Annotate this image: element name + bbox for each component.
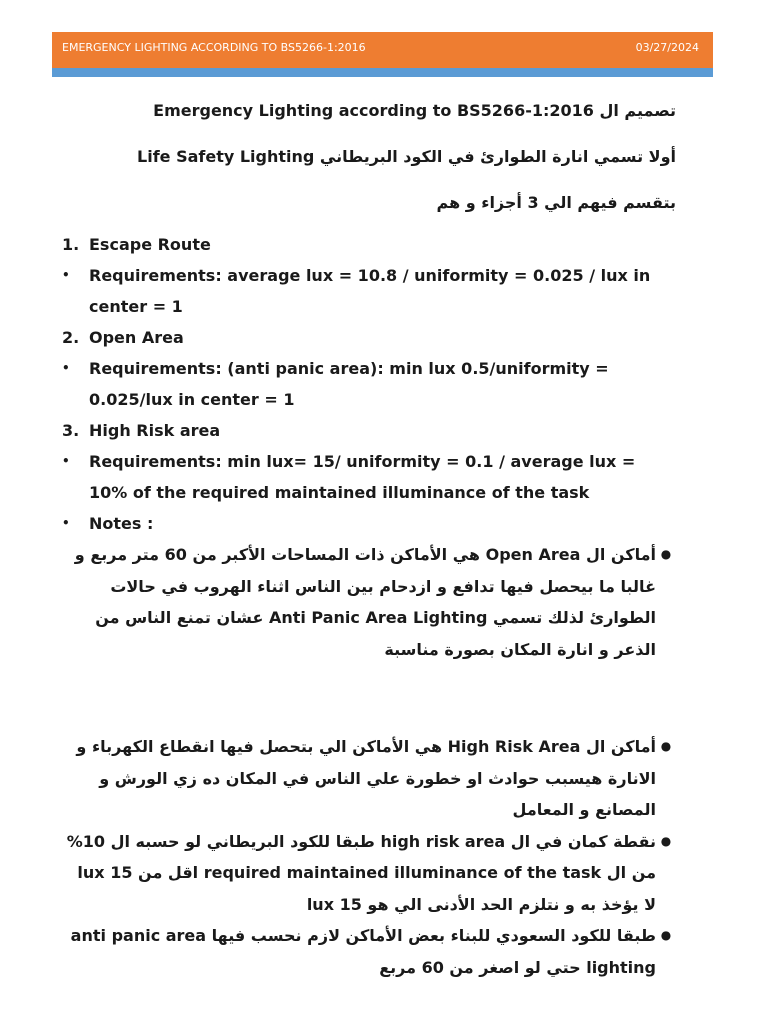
- bullet-icon: ●: [660, 928, 672, 942]
- note-high-risk-lux: [62, 826, 676, 921]
- header-bar: [52, 32, 713, 68]
- list-item-open-requirements: [62, 353, 676, 415]
- list-text: Requirements: min lux= 15/ uniformity = 0.1 / average lux = 10% of the required maintained illuminance of the task: [89, 452, 636, 502]
- list-item-open-area: [62, 322, 676, 353]
- bullet-icon: •: [62, 454, 70, 468]
- note-high-risk-area: [62, 731, 676, 826]
- list-text: Escape Route: [89, 235, 211, 254]
- list-item-notes: [62, 508, 676, 539]
- document-date: 03/27/2024: [635, 41, 699, 54]
- note-text: أماكن ال High Risk Area هي الأماكن الي بتحصل فيها انقطاع الكهرباء و الانارة هيسبب حوادث او خطورة علي الناس في المكان ده زي الورش و المصانع و المعامل: [76, 737, 656, 819]
- bullet-icon: ●: [660, 547, 672, 561]
- document-title: EMERGENCY LIGHTING ACCORDING TO BS5266-1:2016: [62, 41, 366, 54]
- list-text: High Risk area: [89, 421, 221, 440]
- note-text: أماكن ال Open Area هي الأماكن ذات المساحات الأكبر من 60 متر مربع و غالبا ما بيحصل فيها تدافع و ازدحام بين الناس اثناء الهروب في حالات الطوارئ لذلك تسمي Anti Panic Area Lighting عشان تمنع الناس من الذعر و انارة المكان بصورة مناسبة: [74, 545, 656, 659]
- list-item-escape-requirements: [62, 260, 676, 322]
- list-item-high-risk-requirements: [62, 446, 676, 508]
- bullet-icon: •: [62, 361, 70, 375]
- list-text: Requirements: average lux = 10.8 / uniformity = 0.025 / lux in center = 1: [89, 266, 651, 316]
- list-number: 3.: [62, 421, 80, 440]
- bullet-icon: •: [62, 516, 70, 530]
- note-open-area: [62, 539, 676, 665]
- page-content: [62, 96, 676, 983]
- note-text: نقطة كمان في ال high risk area طبقا للكود البريطاني لو حسبه ال 10% من ال required maintained illuminance of the task اقل من 15 lux لا يؤخذ به و نتلزم الحد الأدنى الي هو 15 lux: [66, 831, 656, 914]
- note-saudi-code: [62, 920, 676, 983]
- intro-line-2: أولا تسمي انارة الطوارئ في الكود البريطاني Life Safety Lighting: [137, 147, 676, 166]
- bullet-icon: ●: [660, 833, 672, 848]
- list-text: Open Area: [89, 328, 184, 347]
- note-text: طبقا للكود السعودي للبناء بعض الأماكن لازم نحسب فيها anti panic area lighting حتي لو اصغر من 60 مربع: [70, 926, 656, 977]
- list-number: 2.: [62, 328, 80, 347]
- list-item-escape-route: [62, 229, 676, 260]
- list-text: Notes :: [89, 514, 154, 533]
- list-text: Requirements: (anti panic area): min lux 0.5/uniformity = 0.025/lux in center = 1: [89, 359, 609, 409]
- intro-line-1: تصميم ال Emergency Lighting according to BS5266-1:2016: [153, 101, 676, 120]
- header-stripe: [52, 68, 713, 77]
- bullet-icon: ●: [660, 739, 672, 753]
- list-item-high-risk: [62, 415, 676, 446]
- list-number: 1.: [62, 235, 80, 254]
- bullet-icon: •: [62, 268, 70, 282]
- intro-line-3: بتقسم فيهم الي 3 أجزاء و هم: [436, 193, 676, 212]
